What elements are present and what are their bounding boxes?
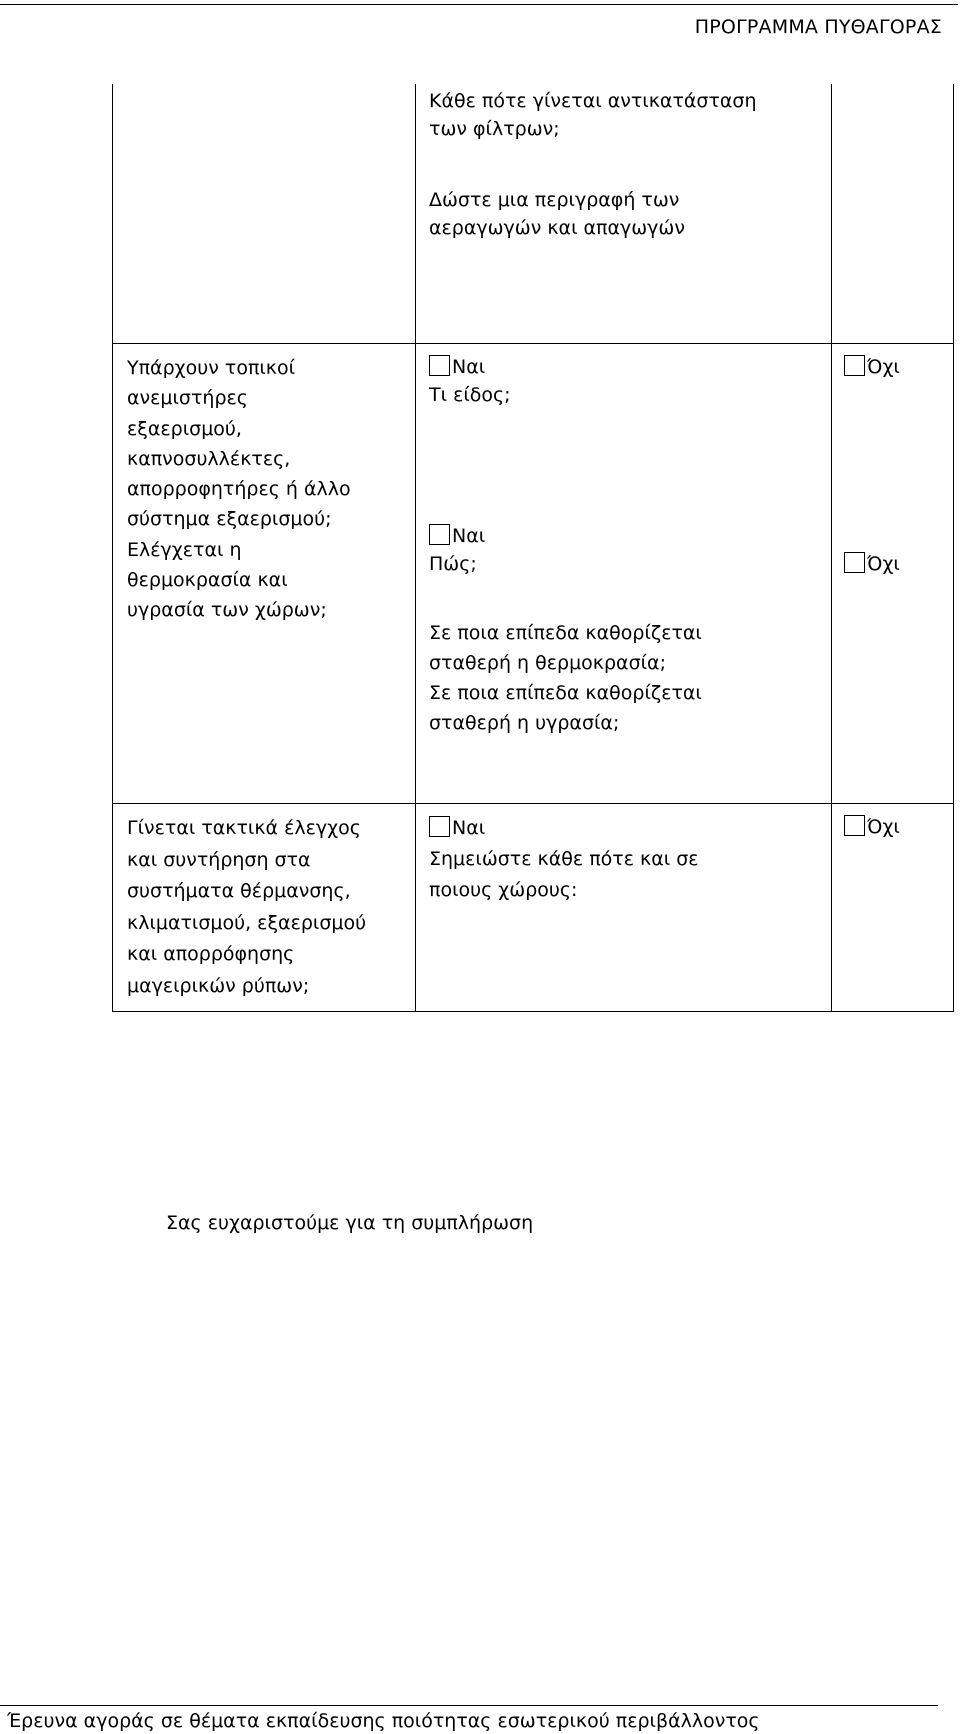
yes-option[interactable] (429, 353, 831, 381)
table-row-ventilation (112, 344, 954, 804)
follow-up-text: Πώς; (429, 553, 477, 575)
question-text-line: θερμοκρασία και (127, 569, 288, 592)
answer-spacer (429, 143, 831, 186)
yes-option[interactable] (429, 813, 831, 844)
footer-text: Έρευνα αγοράς σε θέματα εκπαίδευσης ποιότητας εσωτερικού περιβάλλοντος (7, 1710, 760, 1732)
follow-up-text: Σε ποια επίπεδα καθορίζεται (429, 682, 702, 704)
question-cell (112, 84, 415, 344)
answer-spacer (429, 578, 831, 618)
header-title: ΠΡΟΓΡΑΜΜΑ ΠΥΘΑΓΟΡΑΣ (694, 16, 942, 38)
no-option[interactable] (832, 550, 953, 578)
follow-up-text: Σε ποια επίπεδα καθορίζεται (429, 622, 702, 644)
question-text-line: και απορρόφησης (127, 943, 295, 965)
no-checkbox[interactable] (844, 552, 865, 573)
question-text-line: και συντήρηση στα (127, 848, 311, 871)
footer-rule (0, 1705, 938, 1706)
question-text-line: μαγειρικών ρύπων; (127, 974, 310, 997)
follow-up-text: ποιους χώρους: (429, 879, 578, 901)
yes-checkbox[interactable] (429, 524, 450, 545)
question-text-line: υγρασία των χώρων; (127, 599, 327, 622)
question-text-line: Γίνεται τακτικά έλεγχος (127, 817, 361, 839)
option-cell (831, 344, 954, 804)
question-text-line: απορροφητήρες ή άλλο (127, 478, 351, 501)
thank-you-note: Σας ευχαριστούμε για τη συμπλήρωση (166, 1212, 534, 1234)
yes-label: Ναι (452, 817, 486, 839)
no-checkbox[interactable] (844, 815, 865, 836)
question-text-line: κλιματισμού, εξαερισμού (127, 911, 367, 934)
follow-up-text: Σημειώστε κάθε πότε και σε (429, 848, 699, 870)
follow-up-text: σταθερή η θερμοκρασία; (429, 652, 666, 674)
answer-text-line: των φίλτρων; (429, 118, 560, 140)
table-row-maintenance (112, 804, 954, 1012)
answer-text-line: αεραγωγών και απαγωγών (429, 217, 685, 239)
answer-text-line: Δώστε μια περιγραφή των (429, 189, 680, 211)
follow-up-text: σταθερή η υγρασία; (429, 712, 620, 734)
no-option[interactable] (832, 813, 953, 841)
yes-label: Ναι (452, 525, 486, 547)
question-cell (112, 344, 415, 804)
header-rule (0, 4, 958, 5)
answer-cell (415, 84, 831, 344)
option-spacer (832, 381, 953, 550)
no-label: Όχι (867, 816, 900, 838)
yes-label: Ναι (452, 356, 486, 378)
question-text-line: εξαερισμού, (127, 417, 242, 440)
yes-checkbox[interactable] (429, 816, 450, 837)
no-label: Όχι (867, 553, 900, 575)
question-text-line: συστήματα θέρμανσης, (127, 880, 351, 902)
follow-up-text: Τι είδος; (429, 384, 511, 406)
yes-checkbox[interactable] (429, 355, 450, 376)
question-cell (112, 804, 415, 1012)
yes-option[interactable] (429, 522, 831, 550)
question-text-line: Ελέγχεται η (127, 538, 242, 561)
answer-cell (415, 344, 831, 804)
no-checkbox[interactable] (844, 355, 865, 376)
answer-spacer (429, 409, 831, 522)
question-text-line: ανεμιστήρες (127, 387, 248, 410)
answer-text-line: Κάθε πότε γίνεται αντικατάσταση (429, 90, 757, 112)
question-text-line: καπνοσυλλέκτες, (127, 447, 291, 470)
question-text-line: σύστημα εξαερισμού; (127, 508, 332, 531)
no-label: Όχι (867, 356, 900, 378)
question-text-line: Υπάρχουν τοπικοί (127, 357, 296, 379)
answer-cell (415, 804, 831, 1012)
no-option[interactable] (832, 353, 953, 381)
option-cell (831, 804, 954, 1012)
table-row-filters (112, 84, 954, 344)
option-cell (831, 84, 954, 344)
